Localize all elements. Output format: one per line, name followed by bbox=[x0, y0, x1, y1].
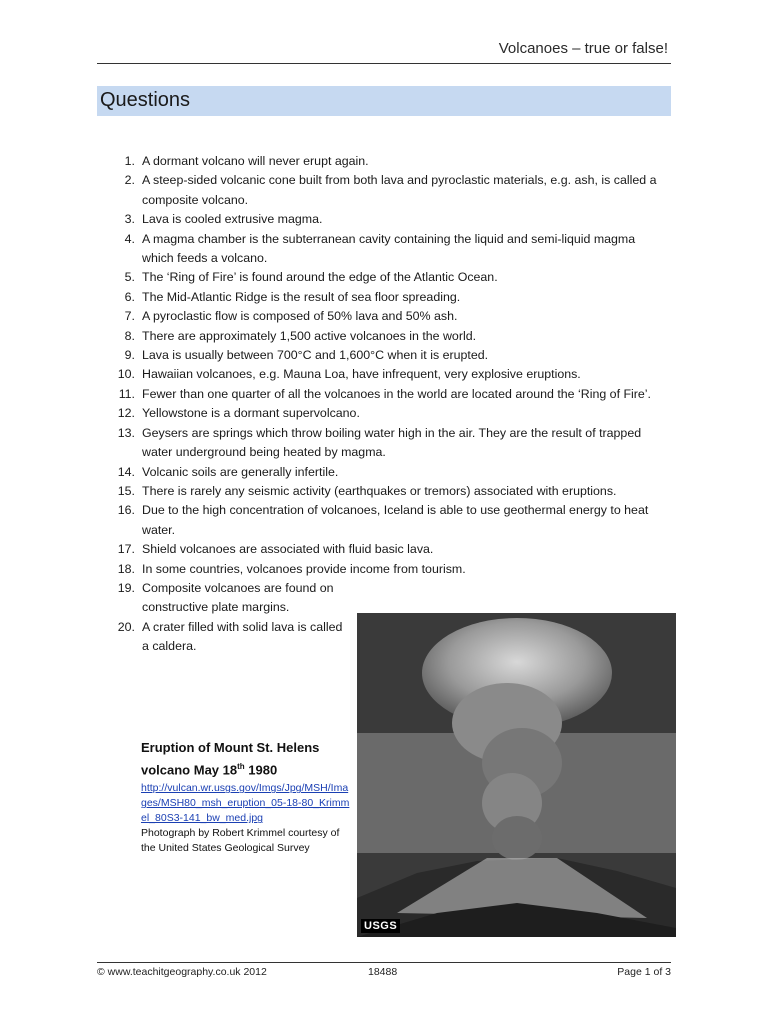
question-item bbox=[109, 230, 670, 269]
question-item bbox=[109, 424, 670, 463]
question-item bbox=[109, 385, 670, 404]
question-number: 1. bbox=[124, 154, 135, 168]
eruption-illustration bbox=[357, 613, 676, 937]
question-number: 7. bbox=[124, 309, 135, 324]
question-text: A magma chamber is the subterranean cavity containing the liquid and semi-liquid magma which feeds a volcano. bbox=[142, 231, 636, 266]
photo-credit: Photograph by Robert Krimmel courtesy of the United States Geological Survey bbox=[141, 827, 340, 855]
caption-title bbox=[141, 738, 351, 779]
question-item bbox=[109, 346, 670, 365]
document-title: Volcanoes – true or false! bbox=[498, 40, 668, 57]
question-number: 19. bbox=[117, 580, 135, 595]
caption-title-text: Eruption of Mount St. Helens volcano May 18 bbox=[141, 740, 320, 778]
footer-divider bbox=[97, 962, 671, 963]
question-text: In some countries, volcanoes provide income from tourism. bbox=[142, 561, 466, 576]
question-number: 17. bbox=[117, 542, 135, 557]
question-text: Lava is usually between 700°C and 1,600°C when it is erupted. bbox=[142, 348, 489, 363]
question-item bbox=[109, 501, 670, 540]
usgs-logo: USGS bbox=[361, 919, 400, 933]
question-text: The Mid-Atlantic Ridge is the result of sea floor spreading. bbox=[142, 289, 461, 304]
question-item bbox=[109, 268, 670, 287]
question-item bbox=[109, 288, 670, 307]
question-number: 15. bbox=[117, 483, 135, 498]
question-number: 9. bbox=[124, 348, 135, 363]
question-number: 12. bbox=[117, 406, 135, 421]
footer-copyright: © www.teachitgeography.co.uk 2012 bbox=[97, 966, 267, 978]
question-item bbox=[109, 540, 670, 559]
question-number: 3. bbox=[124, 212, 135, 227]
question-text: A dormant volcano will never erupt again. bbox=[142, 154, 369, 168]
question-text: Hawaiian volcanoes, e.g. Mauna Loa, have infrequent, very explosive eruptions. bbox=[142, 367, 581, 382]
question-text: Volcanic soils are generally infertile. bbox=[142, 464, 339, 479]
question-number: 5. bbox=[124, 270, 135, 285]
question-item bbox=[109, 482, 670, 501]
question-number: 20. bbox=[117, 619, 135, 634]
question-item bbox=[109, 618, 352, 657]
question-text: There are approximately 1,500 active volcanoes in the world. bbox=[142, 328, 477, 343]
questions-list bbox=[109, 152, 670, 657]
question-number: 18. bbox=[117, 561, 135, 576]
question-text: Geysers are springs which throw boiling water high in the air. They are the result of trapped water underground being heated by magma. bbox=[142, 425, 642, 460]
caption-title-year: 1980 bbox=[244, 762, 278, 778]
question-item bbox=[109, 307, 670, 326]
question-number: 10. bbox=[117, 367, 135, 382]
question-item bbox=[109, 365, 670, 384]
question-text: A pyroclastic flow is composed of 50% lava and 50% ash. bbox=[142, 309, 458, 324]
section-title: Questions bbox=[100, 89, 191, 111]
question-text: The ‘Ring of Fire’ is found around the edge of the Atlantic Ocean. bbox=[142, 270, 498, 285]
question-text: Shield volcanoes are associated with fluid basic lava. bbox=[142, 542, 434, 557]
caption-title-sup: th bbox=[237, 762, 245, 771]
question-item bbox=[109, 171, 670, 210]
volcano-eruption-photo bbox=[357, 613, 676, 937]
question-item bbox=[109, 579, 352, 618]
question-text: Fewer than one quarter of all the volcanoes in the world are located around the ‘Ring of Fire’. bbox=[142, 386, 651, 401]
section-header bbox=[97, 86, 671, 116]
question-item bbox=[109, 463, 670, 482]
question-text: A crater filled with solid lava is called a caldera. bbox=[142, 619, 343, 654]
question-text: A steep-sided volcanic cone built from both lava and pyroclastic materials, e.g. ash, is called a composite volcano. bbox=[142, 173, 657, 207]
question-text: Yellowstone is a dormant supervolcano. bbox=[142, 406, 360, 421]
question-number: 16. bbox=[117, 503, 135, 518]
photo-caption bbox=[141, 738, 351, 856]
question-text: There is rarely any seismic activity (earthquakes or tremors) associated with eruptions. bbox=[142, 483, 617, 498]
question-text: Due to the high concentration of volcanoes, Iceland is able to use geothermal energy to heat water. bbox=[142, 503, 649, 537]
source-link[interactable]: http://vulcan.wr.usgs.gov/Imgs/Jpg/MSH/Images/MSH80_msh_eruption_05-18-80_Krimmel_80S3-141_bw_med.jpg bbox=[141, 782, 350, 825]
question-number: 13. bbox=[117, 425, 135, 440]
question-item bbox=[109, 210, 670, 229]
question-number: 6. bbox=[124, 289, 135, 304]
question-item bbox=[109, 327, 670, 346]
question-number: 4. bbox=[124, 231, 135, 246]
question-item bbox=[109, 404, 670, 423]
footer-code: 18488 bbox=[368, 966, 398, 978]
question-text: Composite volcanoes are found on constructive plate margins. bbox=[142, 580, 334, 615]
footer-page-number: Page 1 of 3 bbox=[617, 966, 671, 978]
header-divider bbox=[97, 63, 671, 64]
question-item bbox=[109, 152, 670, 171]
question-number: 2. bbox=[124, 173, 135, 188]
question-number: 8. bbox=[124, 328, 135, 343]
question-number: 11. bbox=[118, 386, 135, 401]
question-text: Lava is cooled extrusive magma. bbox=[142, 212, 323, 227]
question-item bbox=[109, 560, 670, 579]
question-number: 14. bbox=[117, 464, 135, 479]
